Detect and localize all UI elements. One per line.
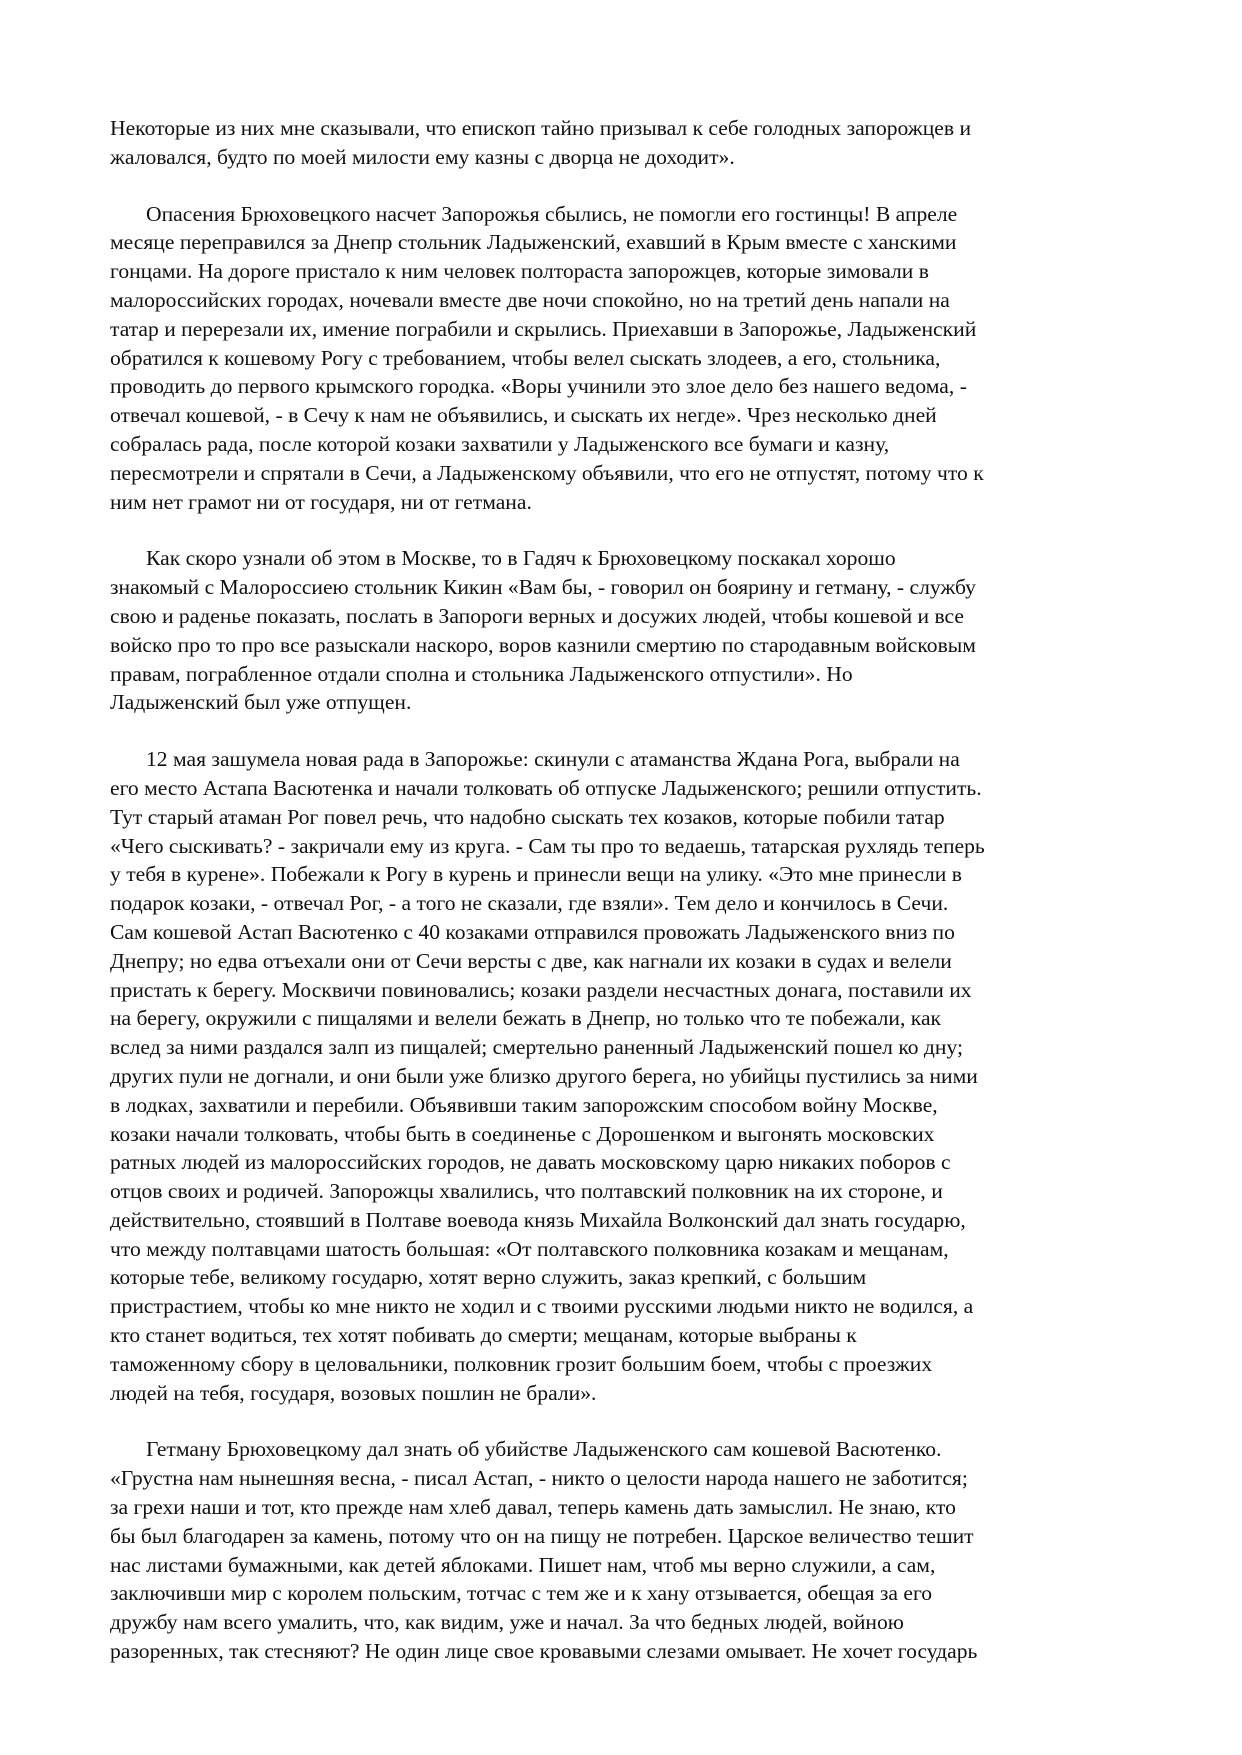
text-line: Гетману Брюховецкому дал знать об убийстве Ладыженского сам кошевой Васютенко. — [146, 1437, 942, 1462]
text-line: Днепру; но едва отъехали они от Сечи версты с две, как нагнали их козаки в судах и велели — [110, 948, 952, 973]
text-line: пересмотрели и спрятали в Сечи, а Ладыженскому объявили, что его не отпустят, потому что к — [110, 460, 984, 485]
document-body — [110, 114, 1132, 1666]
text-line: «Чего сыскивать? - закричали ему из круга. - Сам ты про то ведаешь, татарская рухлядь теперь — [110, 833, 985, 858]
text-line: в лодках, захватили и перебили. Объявивши таким запорожским способом войну Москве, — [110, 1092, 938, 1117]
text-line: проводить до первого крымского городка. «Воры учинили это злое дело без нашего ведома, - — [110, 374, 967, 399]
paragraph — [110, 114, 1132, 172]
text-line: которые тебе, великому государю, хотят верно служить, заказ крепкий, с большим — [110, 1265, 867, 1290]
text-line: отвечал кошевой, - в Сечу к нам не объявились, и сыскать их негде». Чрез несколько дней — [110, 403, 937, 428]
text-line: бы был благодарен за камень, потому что он на пищу не потребен. Царское величество тешит — [110, 1523, 974, 1548]
text-line: войско про то про все разыскали наскоро, воров казнили смертию по стародавным войсковым — [110, 632, 976, 657]
text-line: месяце переправился за Днепр стольник Ладыженский, ехавший в Крым вместе с ханскими — [110, 230, 957, 255]
text-line: правам, пограбленное отдали сполна и стольника Ладыженского отпустили». Но — [110, 661, 853, 686]
text-line: Некоторые из них мне сказывали, что епископ тайно призывал к себе голодных запорожцев и — [110, 116, 972, 140]
text-line: за грехи наши и тот, кто прежде нам хлеб давал, теперь камень дать замыслил. Не знаю, кто — [110, 1495, 956, 1520]
paragraph — [110, 745, 1132, 1407]
text-line: отцов своих и родичей. Запорожцы хвалились, что полтавский полковник на их стороне, и — [110, 1179, 943, 1204]
text-line: ним нет грамот ни от государя, ни от гетмана. — [110, 489, 532, 514]
paragraph — [110, 544, 1132, 717]
paragraph — [110, 1435, 1132, 1665]
text-line: Сам кошевой Астап Васютенко с 40 козаками отправился провожать Ладыженского вниз по — [110, 919, 955, 944]
text-line: жаловался, будто по моей милости ему казны с дворца не доходит». — [110, 144, 735, 169]
text-line: Опасения Брюховецкого насчет Запорожья сбылись, не помогли его гостинцы! В апреле — [146, 201, 958, 226]
text-line: собралась рада, после которой козаки захватили у Ладыженского все бумаги и казну, — [110, 431, 890, 456]
text-line: что между полтавцами шатость большая: «От полтавского полковника козакам и мещанам, — [110, 1236, 949, 1261]
text-line: вслед за ними раздался залп из пищалей; смертельно раненный Ладыженский пошел ко дну; — [110, 1035, 963, 1060]
text-line: таможенному сбору в целовальники, полковник грозит большим боем, чтобы с проезжих — [110, 1351, 933, 1376]
text-line: заключивши мир с королем польским, тотчас с тем же и к хану отзывается, обещая за его — [110, 1581, 933, 1606]
paragraph — [110, 200, 1132, 517]
text-line: на берегу, окружили с пищалями и велели бежать в Днепр, но только что те побежали, как — [110, 1006, 942, 1031]
text-line: кто станет водиться, тех хотят побивать до смерти; мещанам, которые выбраны к — [110, 1323, 857, 1348]
text-line: дружбу нам всего умалить, что, как видим, уже и начал. За что бедных людей, войною — [110, 1610, 904, 1635]
text-line: 12 мая зашумела новая рада в Запорожье: скинули с атаманства Ждана Рога, выбрали на — [146, 747, 960, 772]
text-line: у тебя в курене». Побежали к Рогу в курень и принесли вещи на улику. «Это мне принесли в — [110, 862, 962, 887]
text-line: татар и перерезали их, имение пограбили и скрылись. Приехавши в Запорожье, Ладыженский — [110, 316, 977, 341]
text-line: Тут старый атаман Рог повел речь, что надобно сыскать тех козаков, которые побили татар — [110, 804, 945, 829]
text-line: Как скоро узнали об этом в Москве, то в Гадяч к Брюховецкому поскакал хорошо — [146, 546, 896, 571]
text-line: ратных людей из малороссийских городов, не давать московскому царю никаких поборов с — [110, 1150, 951, 1175]
text-line: козаки начали толковать, чтобы быть в соединенье с Дорошенком и выгонять московских — [110, 1121, 935, 1146]
text-line: свою и раденье показать, послать в Запороги верных и досужих людей, чтобы кошевой и все — [110, 603, 964, 628]
text-line: его место Астапа Васютенка и начали толковать об отпуске Ладыженского; решили отпустить. — [110, 775, 982, 800]
text-line: пристать к берегу. Москвичи повиновались; козаки раздели несчастных донага, поставили их — [110, 977, 972, 1002]
text-line: малороссийских городах, ночевали вместе две ночи спокойно, но на третий день напали на — [110, 287, 950, 312]
text-line: гонцами. На дороге пристало к ним человек полтораста запорожцев, которые зимовали в — [110, 259, 929, 284]
text-line: действительно, стоявший в Полтаве воевода князь Михайла Волконский дал знать государю, — [110, 1207, 966, 1232]
text-line: обратился к кошевому Рогу с требованием, чтобы велел сыскать злодеев, а его, стольника, — [110, 345, 941, 370]
text-line: пристрастием, чтобы ко мне никто не ходил и с твоими русскими людьми никто не водился, а — [110, 1294, 974, 1319]
text-line: знакомый с Малороссиею стольник Кикин «Вам бы, - говорил он боярину и гетману, - службу — [110, 575, 976, 600]
text-line: людей на тебя, государя, возовых пошлин не брали». — [110, 1380, 597, 1405]
text-line: других пули не догнали, и они были уже близко другого берега, но убийцы пустились за ними — [110, 1063, 978, 1088]
text-line: разоренных, так стесняют? Не один лице свое кровавыми слезами омывает. Не хочет государь — [110, 1639, 978, 1664]
text-line: подарок козаки, - отвечал Рог, - а того не сказали, где взяли». Тем дело и кончилось в Сечи. — [110, 891, 949, 916]
text-line: нас листами бумажными, как детей яблоками. Пишет нам, чтоб мы верно служили, а сам, — [110, 1552, 936, 1577]
text-line: «Грустна нам нынешняя весна, - писал Астап, - никто о целости народа нашего не заботится; — [110, 1466, 968, 1491]
text-line: Ладыженский был уже отпущен. — [110, 690, 412, 715]
